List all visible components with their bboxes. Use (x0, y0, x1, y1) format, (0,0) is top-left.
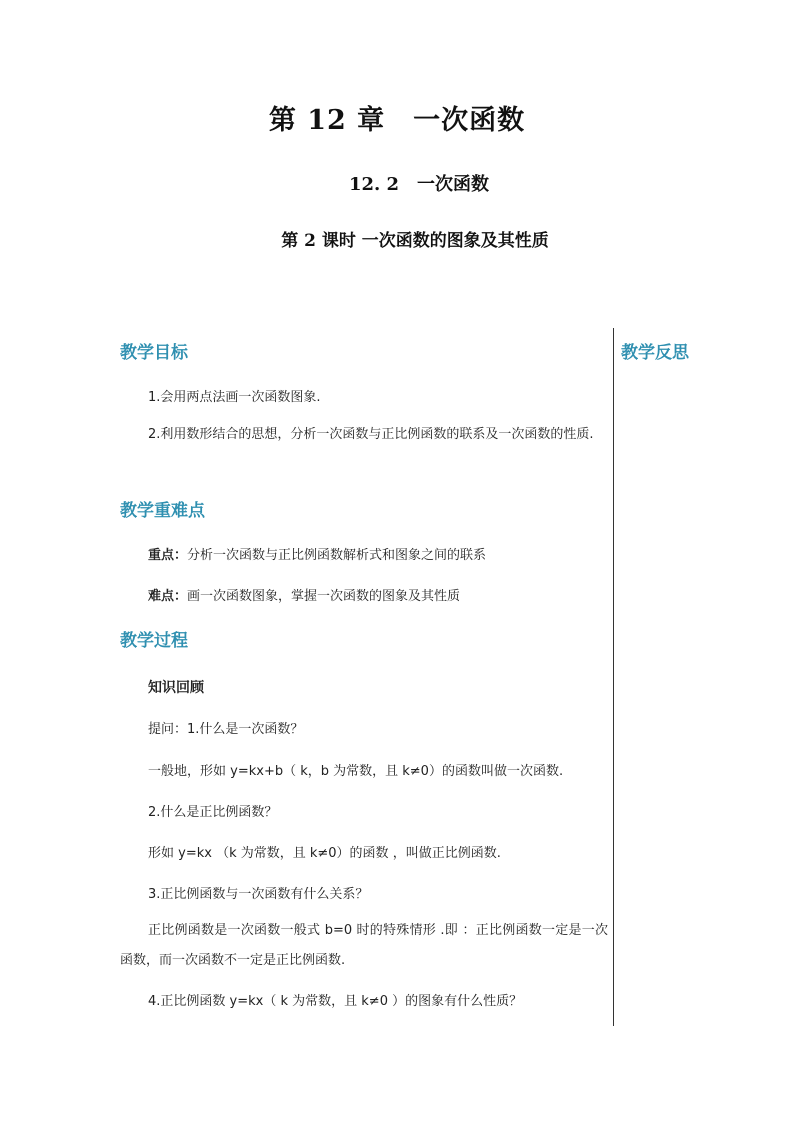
column-divider (613, 328, 614, 1026)
answer-3: 正比例函数是一次函数一般式 b=0 时的特殊情形 .即 ：正比例函数一定是一次函数，而一次函数不一定是正比例函数. (120, 923, 608, 968)
reflection-heading: 教学反思 (621, 343, 689, 363)
question-3: 3.正比例函数与一次函数有什么关系？ (148, 887, 369, 902)
section-title: 12. 2 一次函数 (348, 174, 490, 195)
objective-item-1: 1.会用两点法画一次函数图象. (148, 390, 321, 405)
key-points-heading: 教学重难点 (120, 501, 205, 521)
difficult-point-line (148, 585, 460, 604)
answer-1: 一般地，形如 y=kx+b（ k，b 为常数，且 k≠0）的函数叫做一次函数. (148, 764, 564, 779)
key-point-line (148, 544, 486, 563)
objectives-heading: 教学目标 (120, 343, 188, 363)
chapter-title: 第 12 章 一次函数 (268, 105, 526, 136)
process-heading: 教学过程 (120, 631, 188, 651)
answer-2: 形如 y=kx （k 为常数，且 k≠0）的函数 ，叫做正比例函数. (148, 846, 501, 861)
objective-item-2: 2.利用数形结合的思想，分析一次函数与正比例函数的联系及一次函数的性质. (148, 427, 594, 442)
difficult-point-text: 画一次函数图象，掌握一次函数的图象及其性质 (187, 589, 461, 604)
key-point-text: 分析一次函数与正比例函数解析式和图象之间的联系 (187, 548, 487, 563)
difficult-point-label: 难点： (148, 589, 188, 604)
question-2: 2.什么是正比例函数？ (148, 805, 278, 820)
question-4: 4.正比例函数 y=kx（ k 为常数，且 k≠0 ）的图象有什么性质？ (148, 994, 523, 1009)
key-point-label: 重点： (148, 548, 188, 563)
question-1: 提问：1.什么是一次函数？ (148, 722, 304, 737)
lesson-title: 第 2 课时 一次函数的图象及其性质 (281, 231, 549, 251)
knowledge-review-subheading: 知识回顾 (148, 680, 204, 696)
